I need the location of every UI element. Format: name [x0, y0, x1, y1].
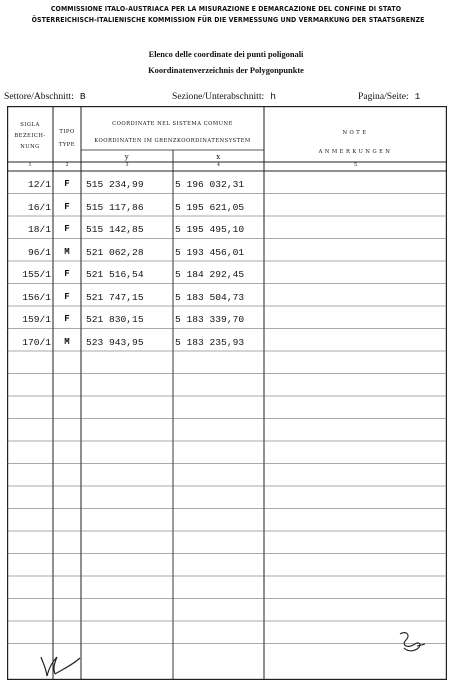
row-sigla: 159/1 — [22, 314, 51, 325]
row-y-coordinate: 515 234,99 — [86, 179, 144, 190]
row-y-coordinate: 521 062,28 — [86, 246, 144, 258]
row-x-coordinate: 5 183 235,93 — [175, 336, 245, 348]
row-y-coordinate: 521 747,15 — [86, 291, 144, 303]
row-sigla: 16/1 — [27, 201, 51, 213]
table-grid-lines — [7, 106, 447, 680]
pagina-field — [358, 91, 420, 102]
coordinate-table — [7, 106, 447, 680]
row-y-coordinate: 523 943,95 — [86, 336, 144, 348]
row-x-coordinate: 5 183 339,70 — [175, 314, 245, 325]
row-x-coordinate: 5 183 504,73 — [175, 291, 245, 303]
column-number-2: 2 — [65, 163, 69, 168]
pagina-value: 1 — [414, 91, 421, 102]
row-y-coordinate: 515 142,85 — [86, 224, 144, 235]
row-sigla: 96/1 — [27, 246, 51, 258]
sezione-label: Sezione/Unterabschnitt: — [172, 91, 265, 102]
y-column-label: y — [124, 153, 130, 161]
row-tipo: F — [64, 179, 70, 189]
column-number-5: 5 — [353, 163, 358, 168]
coordinate-system-header: COORDINATE NEL SISTEMA COMUNE KOORDINATEN IM GRENZKOORDINATENSYSTEM — [94, 121, 251, 144]
row-sigla: 155/1 — [22, 269, 51, 280]
row-tipo: F — [64, 201, 70, 212]
sezione-field — [172, 91, 276, 102]
row-sigla: 170/1 — [22, 336, 51, 348]
commission-title-german: ÖSTERREICHISCH-ITALIENISCHE KOMMISSION FÜR DIE VERMESSUNG UND VERMARKUNG DER STAATSGRENZE — [31, 15, 425, 24]
sigla-column-header: SIGLA BEZEICH- NUNG — [14, 122, 46, 150]
row-y-coordinate: 521 830,15 — [86, 314, 144, 325]
column-number-4: 4 — [216, 163, 221, 168]
document-title-italian: Elenco delle coordinate dei punti poligonali — [148, 50, 304, 59]
settore-field — [4, 91, 86, 102]
row-sigla: 18/1 — [27, 224, 51, 235]
pagina-label: Pagina/Seite: — [358, 91, 409, 102]
settore-label: Settore/Abschnitt: — [4, 91, 74, 102]
row-tipo: M — [64, 246, 70, 257]
column-number-3: 3 — [125, 163, 129, 168]
row-x-coordinate: 5 196 032,31 — [175, 179, 245, 190]
row-y-coordinate: 521 516,54 — [86, 269, 144, 280]
tipo-column-header: TIPO TYPE — [58, 129, 76, 148]
row-tipo: M — [64, 336, 70, 347]
row-sigla: 12/1 — [27, 179, 51, 190]
row-y-coordinate: 515 117,86 — [86, 201, 144, 213]
row-tipo: F — [64, 224, 70, 234]
settore-value: B — [79, 91, 86, 102]
sezione-value: h — [270, 91, 276, 102]
row-sigla: 156/1 — [22, 291, 51, 303]
row-x-coordinate: 5 193 456,01 — [175, 246, 245, 258]
row-x-coordinate: 5 195 621,05 — [175, 201, 245, 213]
row-tipo: F — [64, 291, 70, 302]
row-tipo: F — [64, 314, 70, 324]
row-tipo: F — [64, 269, 70, 279]
commission-title-italian: COMMISSIONE ITALO-AUSTRIACA PER LA MISURAZIONE E DEMARCAZIONE DEL CONFINE DI STATO — [50, 4, 402, 13]
column-number-1: 1 — [28, 163, 32, 168]
row-x-coordinate: 5 195 495,10 — [175, 224, 245, 235]
x-column-label: x — [216, 153, 221, 161]
row-x-coordinate: 5 184 292,45 — [175, 269, 245, 280]
document-title-german: Koordinatenverzeichnis der Polygonpunkte — [148, 66, 304, 75]
notes-column-header: NOTE ANMERKUNGEN — [318, 130, 393, 155]
